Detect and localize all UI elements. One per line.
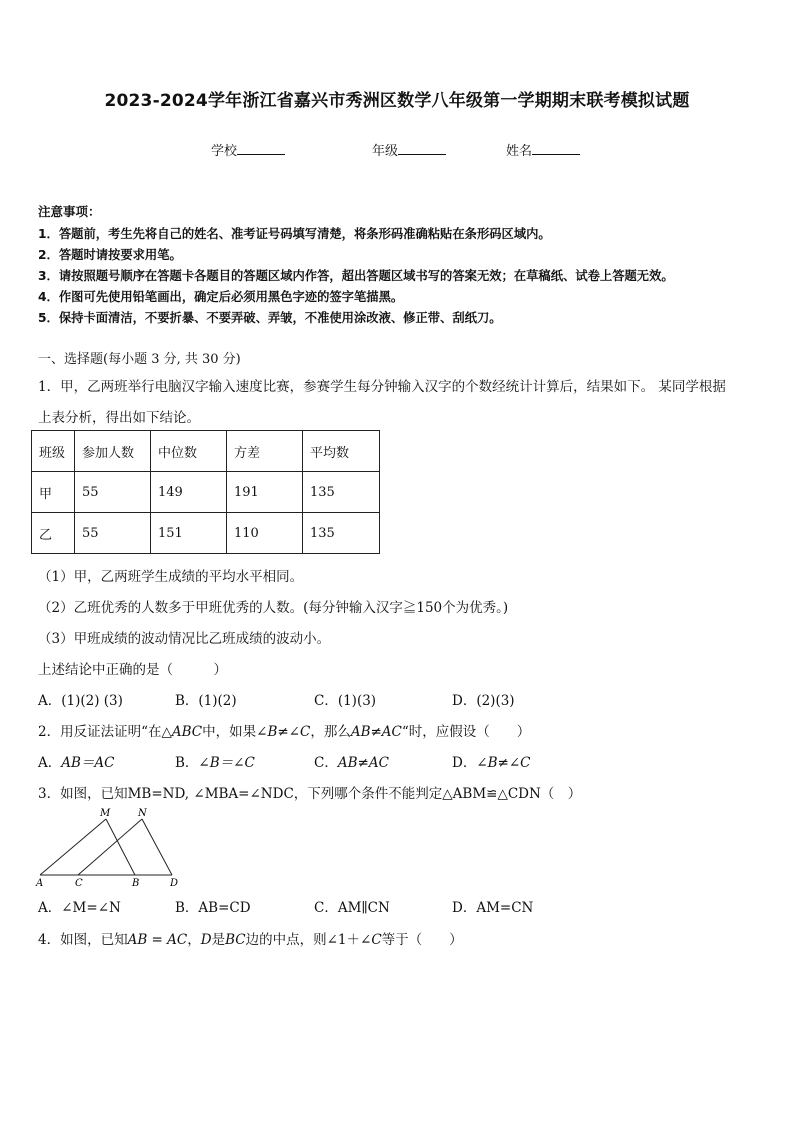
table-header-cell: 中位数 [151, 431, 227, 472]
table-cell: 55 [75, 513, 151, 554]
segment-am [40, 819, 106, 875]
q4-stem-part: ， [187, 932, 201, 948]
name-blank[interactable] [532, 142, 580, 155]
note-item: 1．答题前，考生先将自己的姓名、准考证号码填写清楚，将条形码准确粘贴在条形码区域内。 [38, 227, 551, 241]
q4-stem-part: 等于（ ） [381, 932, 463, 948]
label-n: N [138, 808, 147, 819]
q2-option-a[interactable] [38, 751, 115, 771]
q3-option-d[interactable]: D．AM=CN [452, 900, 534, 916]
label-c: C [75, 878, 83, 889]
label-m: M [100, 808, 111, 819]
q1-option-b[interactable]: B．(1)(2) [175, 693, 237, 709]
grade-label: 年级 [372, 144, 399, 159]
table-cell: 乙 [32, 513, 75, 554]
q2-option-d[interactable] [452, 751, 531, 771]
table-header-row [32, 431, 380, 472]
q3-option-c[interactable]: C．AM∥CN [314, 900, 390, 916]
note-item: 2．答题时请按要求用笔。 [38, 248, 182, 262]
option-prefix: C． [314, 755, 338, 771]
q3-option-a[interactable]: A．∠M=∠N [38, 900, 121, 916]
table-cell: 甲 [32, 472, 75, 513]
option-math: B≠∠C [487, 755, 531, 771]
q1-stem-line2: 上表分析，得出如下结论。 [38, 410, 200, 426]
name-label: 姓名 [506, 144, 533, 159]
q2-stem [38, 720, 530, 740]
q3-option-b[interactable]: B．AB=CD [175, 900, 251, 916]
name-field[interactable] [506, 140, 580, 159]
note-item: 3．请按照题号顺序在答题卡各题目的答题区域内作答，超出答题区域书写的答案无效；在草稿纸、试卷上答题无效。 [38, 269, 674, 283]
table-cell: 191 [227, 472, 303, 513]
q4-stem-math: C [371, 932, 382, 948]
section-heading: 一、选择题(每小题 3 分, 共 30 分) [38, 352, 241, 367]
notes-heading: 注意事项： [38, 204, 101, 219]
school-label: 学校 [211, 144, 238, 159]
q2-stem-part: 2．用反证法证明“在△ [38, 724, 172, 740]
q1-option-c[interactable]: C．(1)(3) [314, 693, 377, 709]
table-row [32, 513, 380, 554]
option-prefix: A． [38, 755, 62, 771]
exam-title: 2023-2024学年浙江省嘉兴市秀洲区数学八年级第一学期期末联考模拟试题 [104, 91, 690, 111]
table-header-cell: 方差 [227, 431, 303, 472]
option-math: B＝∠C [209, 755, 255, 771]
q3-triangle-figure [34, 805, 184, 889]
q1-claim: （1）甲，乙两班学生成绩的平均水平相同。 [38, 569, 304, 585]
table-header-cell: 班级 [32, 431, 75, 472]
q4-stem-part: 边的中点，则∠1＋∠ [245, 932, 372, 948]
q2-stem-part: “时，应假设（ ） [401, 724, 531, 740]
school-blank[interactable] [237, 142, 285, 155]
q4-stem-math: BC [225, 932, 246, 948]
grade-field[interactable] [372, 140, 446, 159]
q1-claim: （2）乙班优秀的人数多于甲班优秀的人数。(每分钟输入汉字≧150个为优秀。) [38, 600, 509, 616]
q2-stem-part: 中，如果∠ [202, 724, 268, 740]
table-cell: 149 [151, 472, 227, 513]
option-prefix: B．∠ [175, 755, 210, 771]
q1-option-d[interactable]: D．(2)(3) [452, 693, 515, 709]
school-field[interactable] [211, 140, 285, 159]
q1-option-a[interactable]: A．(1)(2) (3) [38, 693, 123, 709]
q4-stem [38, 928, 463, 948]
q4-stem-part: 4．如图，已知 [38, 932, 128, 948]
q2-stem-math: B [267, 724, 278, 740]
table-header-cell: 平均数 [303, 431, 380, 472]
table-row [32, 472, 380, 513]
option-math: AB＝AC [61, 755, 115, 771]
q2-stem-part: ≠∠ [277, 724, 300, 740]
q2-stem-part: ，那么 [310, 724, 351, 740]
q2-stem-math: C [299, 724, 311, 740]
q1-claim: （3）甲班成绩的波动情况比乙班成绩的波动小。 [38, 631, 331, 647]
q1-stem-line1: 1．甲，乙两班举行电脑汉字输入速度比赛，参赛学生每分钟输入汉字的个数经统计计算后，结果如下。 某同学根据 [38, 379, 726, 395]
q4-stem-part: 是 [211, 932, 226, 948]
table-cell: 110 [227, 513, 303, 554]
table-cell: 151 [151, 513, 227, 554]
q4-stem-math: AB = AC [127, 932, 188, 948]
q1-data-table [31, 430, 380, 554]
q2-stem-math: AB≠AC [350, 724, 402, 740]
q4-stem-math: D [200, 932, 212, 948]
q2-stem-math: ABC [171, 724, 203, 740]
note-item: 5．保持卡面清洁，不要折暴、不要弄破、弄皱，不准使用涂改液、修正带、刮纸刀。 [38, 311, 502, 325]
note-item: 4．作图可先使用铅笔画出，确定后必须用黑色字迹的签字笔描黑。 [38, 290, 404, 304]
label-a: A [36, 878, 44, 889]
table-cell: 135 [303, 472, 380, 513]
grade-blank[interactable] [398, 142, 446, 155]
table-cell: 135 [303, 513, 380, 554]
table-header-cell: 参加人数 [75, 431, 151, 472]
q1-ask: 上述结论中正确的是（ ） [38, 662, 227, 678]
label-d: D [170, 878, 179, 889]
label-b: B [132, 878, 140, 889]
q3-stem: 3．如图，已知MB=ND, ∠MBA=∠NDC，下列哪个条件不能判定△ABM≌△CDN（ ） [38, 786, 582, 802]
option-math: AB≠AC [337, 755, 389, 771]
segment-nd [142, 819, 172, 875]
table-cell: 55 [75, 472, 151, 513]
option-prefix: D．∠ [452, 755, 488, 771]
q2-option-b[interactable] [175, 751, 255, 771]
q2-option-c[interactable] [314, 751, 389, 771]
